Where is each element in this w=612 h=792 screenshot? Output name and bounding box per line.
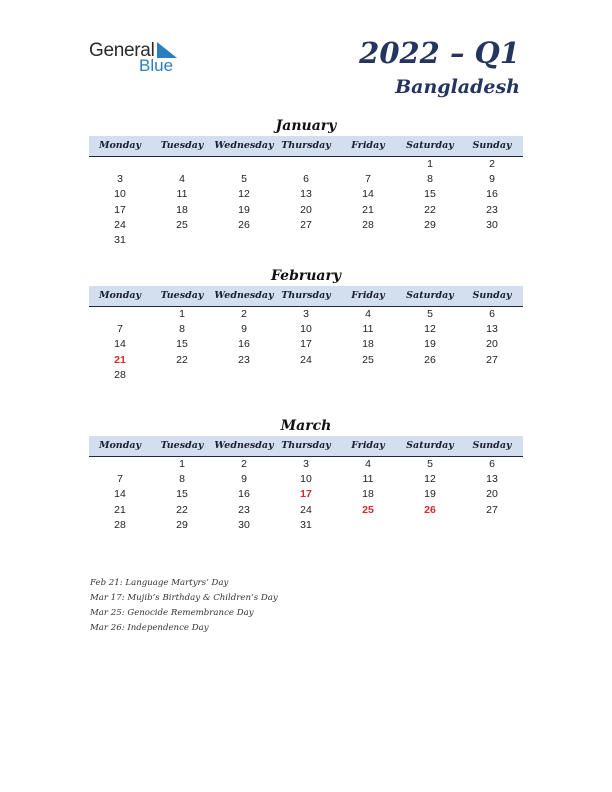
day-cell — [461, 233, 523, 248]
day-cell: 17 — [300, 338, 312, 351]
day-cell: 3 — [303, 308, 309, 320]
day-cell: 12 — [424, 473, 436, 486]
week-row — [89, 487, 523, 502]
holiday-day-cell: 17 — [300, 488, 312, 501]
day-cell — [213, 368, 275, 383]
week-row — [89, 337, 523, 352]
day-cell: 14 — [114, 488, 126, 501]
holiday-day-cell: 25 — [362, 503, 374, 516]
day-cell: 20 — [486, 338, 498, 351]
day-cell: 14 — [362, 188, 374, 201]
week-row — [89, 503, 523, 518]
day-cell: 4 — [179, 173, 185, 186]
weekday-label: Sunday — [472, 290, 512, 301]
weekday-label: Sunday — [472, 140, 512, 151]
day-cell: 7 — [117, 323, 123, 336]
day-cell: 22 — [176, 353, 188, 366]
day-cell: 24 — [114, 218, 126, 231]
day-cell: 27 — [486, 503, 498, 516]
holiday-day-cell: 21 — [114, 353, 126, 366]
day-cell: 2 — [489, 158, 495, 170]
weekday-label: Tuesday — [160, 140, 204, 151]
day-cell: 18 — [176, 203, 188, 216]
logo-word-general: General — [89, 40, 155, 61]
day-grid — [89, 307, 523, 383]
week-row — [89, 322, 523, 337]
day-cell: 13 — [300, 188, 312, 201]
day-cell: 28 — [362, 218, 374, 231]
week-row — [89, 233, 523, 248]
day-cell: 7 — [365, 173, 371, 186]
day-cell: 9 — [241, 323, 247, 336]
day-cell: 16 — [486, 188, 498, 201]
day-cell: 23 — [486, 203, 498, 216]
day-cell: 2 — [241, 458, 247, 470]
week-row — [89, 203, 523, 218]
day-cell: 22 — [424, 203, 436, 216]
day-cell: 25 — [176, 218, 188, 231]
holiday-day-cell: 26 — [424, 503, 436, 516]
day-cell: 19 — [238, 203, 250, 216]
week-row — [89, 307, 523, 322]
day-cell: 18 — [362, 488, 374, 501]
day-cell: 19 — [424, 338, 436, 351]
day-cell — [275, 368, 337, 383]
week-row — [89, 368, 523, 383]
day-cell: 15 — [176, 488, 188, 501]
weekday-header — [89, 136, 523, 157]
day-cell: 6 — [303, 173, 309, 186]
day-cell: 30 — [238, 518, 250, 531]
day-cell: 5 — [427, 458, 433, 470]
weekday-label: Friday — [351, 440, 385, 451]
weekday-header — [89, 286, 523, 307]
day-cell — [337, 368, 399, 383]
month-january — [89, 116, 523, 248]
day-cell: 11 — [176, 188, 188, 201]
day-cell — [275, 233, 337, 248]
month-name: March — [280, 418, 332, 434]
day-cell: 3 — [303, 458, 309, 470]
day-cell — [337, 518, 399, 533]
day-cell: 20 — [486, 488, 498, 501]
page-title: 2022 – Q1 — [359, 36, 520, 70]
day-cell: 22 — [176, 503, 188, 516]
day-cell: 16 — [238, 488, 250, 501]
day-cell — [213, 233, 275, 248]
day-cell: 29 — [424, 218, 436, 231]
day-cell — [337, 233, 399, 248]
week-row — [89, 353, 523, 368]
day-cell: 27 — [300, 218, 312, 231]
day-cell — [213, 157, 275, 172]
day-cell: 6 — [489, 308, 495, 320]
week-row — [89, 218, 523, 233]
day-cell: 27 — [486, 353, 498, 366]
logo-word-blue: Blue — [139, 56, 174, 75]
weekday-label: Thursday — [281, 140, 331, 151]
day-cell: 8 — [179, 323, 185, 336]
day-cell: 5 — [427, 308, 433, 320]
day-cell: 28 — [114, 368, 126, 381]
month-name: February — [270, 268, 341, 284]
day-cell: 24 — [300, 353, 312, 366]
day-cell: 21 — [362, 203, 374, 216]
day-cell: 13 — [486, 323, 498, 336]
day-cell: 8 — [427, 173, 433, 186]
day-cell: 29 — [176, 518, 188, 531]
day-cell — [151, 368, 213, 383]
weekday-label: Thursday — [281, 290, 331, 301]
weekday-label: Saturday — [406, 440, 454, 451]
day-cell — [89, 157, 151, 172]
day-cell: 23 — [238, 503, 250, 516]
day-cell: 25 — [362, 353, 374, 366]
day-cell: 28 — [114, 518, 126, 531]
day-cell — [399, 233, 461, 248]
day-cell — [337, 157, 399, 172]
weekday-label: Wednesday — [214, 140, 274, 151]
day-cell — [89, 307, 151, 322]
day-cell: 6 — [489, 458, 495, 470]
day-cell: 3 — [117, 173, 123, 186]
month-march — [89, 416, 523, 533]
week-row — [89, 457, 523, 472]
weekday-label: Friday — [351, 290, 385, 301]
day-cell: 26 — [424, 353, 436, 366]
weekday-label: Saturday — [406, 290, 454, 301]
weekday-header — [89, 436, 523, 457]
day-cell: 20 — [300, 203, 312, 216]
day-cell: 15 — [176, 338, 188, 351]
day-grid — [89, 457, 523, 533]
weekday-label: Monday — [98, 140, 142, 151]
week-row — [89, 187, 523, 202]
day-cell: 4 — [365, 308, 371, 320]
weekday-label: Wednesday — [214, 290, 274, 301]
day-cell: 1 — [179, 458, 185, 470]
holiday-list — [90, 576, 278, 636]
day-cell: 13 — [486, 473, 498, 486]
day-cell: 1 — [179, 308, 185, 320]
month-february — [89, 266, 523, 383]
day-cell: 30 — [486, 218, 498, 231]
day-cell: 21 — [114, 503, 126, 516]
day-cell: 31 — [300, 518, 312, 531]
weekday-label: Friday — [351, 140, 385, 151]
day-cell: 24 — [300, 503, 312, 516]
logo — [89, 40, 189, 76]
day-cell — [151, 233, 213, 248]
day-cell: 14 — [114, 338, 126, 351]
day-cell: 12 — [238, 188, 250, 201]
holiday-item: Mar 26: Independence Day — [90, 623, 209, 633]
day-cell — [461, 368, 523, 383]
week-row — [89, 472, 523, 487]
day-grid — [89, 157, 523, 248]
week-row — [89, 157, 523, 172]
week-row — [89, 172, 523, 187]
weekday-label: Sunday — [472, 440, 512, 451]
day-cell: 18 — [362, 338, 374, 351]
day-cell — [399, 368, 461, 383]
day-cell: 26 — [238, 218, 250, 231]
day-cell: 2 — [241, 308, 247, 320]
day-cell — [151, 157, 213, 172]
day-cell: 10 — [300, 323, 312, 336]
holiday-item: Feb 21: Language Martyrs’ Day — [90, 578, 229, 588]
day-cell — [275, 157, 337, 172]
day-cell: 11 — [362, 323, 374, 336]
day-cell: 7 — [117, 473, 123, 486]
weekday-label: Thursday — [281, 440, 331, 451]
day-cell: 10 — [300, 473, 312, 486]
day-cell: 17 — [114, 203, 126, 216]
weekday-label: Wednesday — [214, 440, 274, 451]
day-cell — [89, 457, 151, 472]
day-cell: 31 — [114, 233, 126, 246]
weekday-label: Saturday — [406, 140, 454, 151]
day-cell: 1 — [427, 158, 433, 170]
day-cell: 5 — [241, 173, 247, 186]
week-row — [89, 518, 523, 533]
country-name: Bangladesh — [395, 76, 520, 98]
day-cell: 16 — [238, 338, 250, 351]
day-cell: 11 — [362, 473, 374, 486]
day-cell: 12 — [424, 323, 436, 336]
holiday-item: Mar 17: Mujib’s Birthday & Children’s Day — [90, 593, 278, 603]
day-cell: 9 — [241, 473, 247, 486]
day-cell: 23 — [238, 353, 250, 366]
day-cell — [399, 518, 461, 533]
day-cell: 10 — [114, 188, 126, 201]
weekday-label: Tuesday — [160, 290, 204, 301]
day-cell: 9 — [489, 173, 495, 186]
weekday-label: Monday — [98, 290, 142, 301]
day-cell: 8 — [179, 473, 185, 486]
day-cell — [461, 518, 523, 533]
day-cell: 4 — [365, 458, 371, 470]
weekday-label: Monday — [98, 440, 142, 451]
day-cell: 19 — [424, 488, 436, 501]
month-name: January — [275, 118, 337, 134]
day-cell: 15 — [424, 188, 436, 201]
holiday-item: Mar 25: Genocide Remembrance Day — [90, 608, 254, 618]
weekday-label: Tuesday — [160, 440, 204, 451]
